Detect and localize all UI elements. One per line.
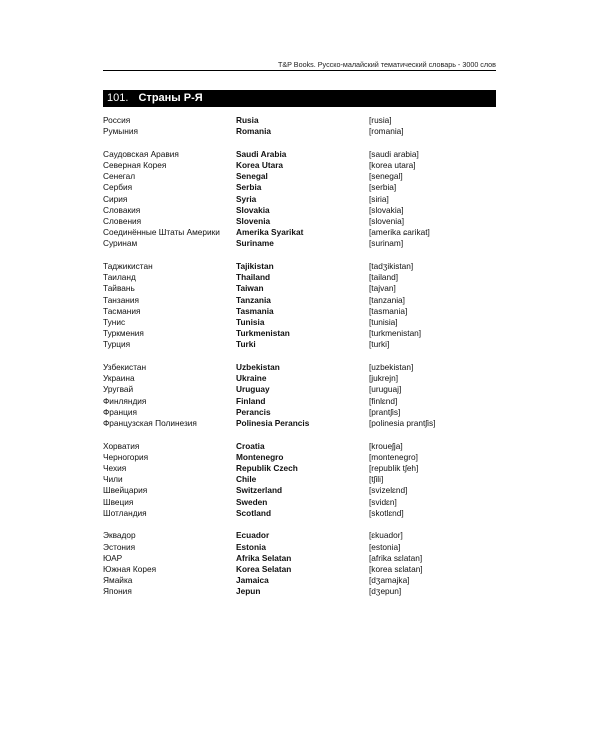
section-title: Страны Р-Я (138, 92, 203, 104)
malay-term: Sweden (236, 496, 268, 507)
transcription: [jukrejn] (369, 373, 399, 384)
transcription: [senegal] (369, 171, 403, 182)
word-group (103, 261, 496, 351)
malay-term: Uzbekistan (236, 362, 280, 373)
header-rule (103, 70, 496, 71)
word-group (103, 362, 496, 429)
russian-term: Словения (103, 216, 142, 227)
malay-term: Turkmenistan (236, 328, 290, 339)
russian-term: Таджикистан (103, 261, 153, 272)
russian-term: Хорватия (103, 440, 140, 451)
russian-term: Ямайка (103, 575, 133, 586)
russian-term: Чехия (103, 463, 127, 474)
malay-term: Perancis (236, 406, 271, 417)
russian-term: Чили (103, 474, 123, 485)
transcription: [dʒamajka] (369, 575, 410, 586)
russian-term: Румыния (103, 126, 138, 137)
malay-term: Polinesia Perancis (236, 418, 310, 429)
transcription: [skotlɛnd] (369, 507, 404, 518)
transcription: [slovenia] (369, 216, 405, 227)
russian-term: Сирия (103, 193, 128, 204)
malay-term: Scotland (236, 507, 272, 518)
russian-term: Суринам (103, 238, 138, 249)
list-item (103, 463, 496, 474)
malay-term: Jepun (236, 586, 261, 597)
word-group (103, 441, 496, 519)
malay-term: Jamaica (236, 575, 269, 586)
russian-term: Узбекистан (103, 362, 147, 373)
russian-term: Франция (103, 406, 137, 417)
transcription: [turkmenistan] (369, 328, 422, 339)
russian-term: Танзания (103, 294, 140, 305)
russian-term: ЮАР (103, 552, 123, 563)
transcription: [tunisia] (369, 317, 398, 328)
malay-term: Afrika Selatan (236, 552, 292, 563)
malay-term: Syria (236, 193, 257, 204)
transcription: [tadʒikistan] (369, 261, 414, 272)
russian-term: Таиланд (103, 272, 136, 283)
russian-term: Саудовская Аравия (103, 148, 179, 159)
malay-term: Suriname (236, 238, 274, 249)
running-header: T&P Books. Русско-малайский тематический словарь - 3000 слов (277, 60, 496, 69)
transcription: [tanzania] (369, 294, 405, 305)
russian-term: Тасмания (103, 305, 141, 316)
transcription: [kroueʃja] (369, 440, 403, 451)
malay-term: Uruguay (236, 384, 270, 395)
list-item (103, 272, 496, 283)
list-item (103, 564, 496, 575)
transcription: [tasmania] (369, 305, 408, 316)
russian-term: Словакия (103, 204, 141, 215)
transcription: [montenegro] (369, 451, 418, 462)
transcription: [tailand] (369, 272, 399, 283)
list-item (103, 328, 496, 339)
transcription: [afrika sɛlatan] (369, 552, 423, 563)
transcription: [saudi arabia] (369, 148, 419, 159)
list-item (103, 497, 496, 508)
section-number: 101. (107, 92, 129, 104)
russian-term: Эстония (103, 541, 136, 552)
transcription: [svizelɛnd] (369, 485, 408, 496)
list-item (103, 553, 496, 564)
malay-term: Finland (236, 395, 266, 406)
malay-term: Ukraine (236, 373, 267, 384)
list-item (103, 238, 496, 249)
list-item (103, 171, 496, 182)
transcription: [serbia] (369, 182, 397, 193)
transcription: [estonia] (369, 541, 401, 552)
malay-term: Rusia (236, 115, 259, 125)
russian-term: Шотландия (103, 507, 147, 518)
russian-term: Соединённые Штаты Америки (103, 227, 220, 238)
transcription: [dʒepun] (369, 586, 402, 597)
transcription: [surinam] (369, 238, 404, 249)
transcription: [rusia] (369, 115, 392, 125)
list-item (103, 373, 496, 384)
transcription: [tʃili] (369, 474, 384, 485)
malay-term: Senegal (236, 171, 268, 182)
word-group (103, 115, 496, 137)
list-item (103, 261, 496, 272)
list-item (103, 441, 496, 452)
malay-term: Tunisia (236, 317, 265, 328)
list-item (103, 339, 496, 350)
transcription: [slovakia] (369, 204, 404, 215)
russian-term: Туркмения (103, 328, 144, 339)
russian-term: Швейцария (103, 485, 148, 496)
russian-term: Турция (103, 339, 131, 350)
russian-term: Эквадор (103, 530, 136, 541)
malay-term: Korea Selatan (236, 564, 292, 575)
transcription: [tajvan] (369, 283, 396, 294)
transcription: [finlɛnd] (369, 395, 398, 406)
transcription: [amerika ɕarikat] (369, 227, 430, 238)
malay-term: Tasmania (236, 305, 274, 316)
list-item (103, 542, 496, 553)
list-item (103, 182, 496, 193)
transcription: [ɛkuador] (369, 530, 403, 541)
list-item (103, 216, 496, 227)
russian-term: Сербия (103, 182, 133, 193)
list-item (103, 508, 496, 519)
transcription: [romania] (369, 126, 404, 137)
transcription: [uruguaj] (369, 384, 402, 395)
list-item (103, 227, 496, 238)
russian-term: Швеция (103, 496, 134, 507)
malay-term: Thailand (236, 272, 271, 283)
malay-term: Chile (236, 474, 257, 485)
transcription: [svidɛn] (369, 496, 397, 507)
list-item (103, 283, 496, 294)
malay-term: Croatia (236, 440, 265, 451)
malay-term: Estonia (236, 541, 266, 552)
malay-term: Slovenia (236, 216, 271, 227)
list-item (103, 407, 496, 418)
list-item (103, 149, 496, 160)
vocabulary-list (103, 115, 496, 609)
russian-term: Тунис (103, 317, 126, 328)
russian-term: Северная Корея (103, 160, 167, 170)
list-item (103, 126, 496, 137)
malay-term: Montenegro (236, 451, 284, 462)
list-item (103, 396, 496, 407)
transcription: [turki] (369, 339, 390, 350)
list-item (103, 452, 496, 463)
malay-term: Romania (236, 126, 272, 137)
transcription: [republik tʃeh] (369, 463, 419, 474)
list-item (103, 306, 496, 317)
malay-term: Ecuador (236, 530, 270, 541)
russian-term: Россия (103, 115, 131, 125)
transcription: [siria] (369, 193, 389, 204)
russian-term: Французская Полинезия (103, 418, 197, 429)
russian-term: Южная Корея (103, 564, 157, 575)
list-item (103, 474, 496, 485)
word-group (103, 530, 496, 597)
russian-term: Тайвань (103, 283, 135, 294)
russian-term: Черногория (103, 451, 149, 462)
malay-term: Saudi Arabia (236, 148, 287, 159)
transcription: [korea sɛlatan] (369, 564, 423, 575)
malay-term: Switzerland (236, 485, 283, 496)
transcription: [polinesia prantʃis] (369, 418, 436, 429)
list-item (103, 530, 496, 541)
list-item (103, 194, 496, 205)
malay-term: Tanzania (236, 294, 271, 305)
malay-term: Serbia (236, 182, 262, 193)
malay-term: Korea Utara (236, 160, 284, 170)
malay-term: Turki (236, 339, 256, 350)
list-item (103, 384, 496, 395)
malay-term: Slovakia (236, 204, 270, 215)
russian-term: Украина (103, 373, 135, 384)
russian-term: Япония (103, 586, 132, 597)
malay-term: Taiwan (236, 283, 264, 294)
russian-term: Уругвай (103, 384, 134, 395)
list-item (103, 575, 496, 586)
list-item (103, 362, 496, 373)
russian-term: Сенегал (103, 171, 136, 182)
russian-term: Финляндия (103, 395, 147, 406)
transcription: [prantʃis] (369, 406, 401, 417)
list-item (103, 418, 496, 429)
list-item (103, 317, 496, 328)
transcription: [korea utara] (369, 160, 416, 170)
section-heading (103, 90, 496, 107)
malay-term: Tajikistan (236, 261, 274, 272)
transcription: [uzbekistan] (369, 362, 414, 373)
malay-term: Amerika Syarikat (236, 227, 304, 238)
list-item (103, 295, 496, 306)
list-item (103, 485, 496, 496)
list-item (103, 205, 496, 216)
malay-term: Republik Czech (236, 463, 298, 474)
list-item (103, 160, 496, 171)
word-group (103, 149, 496, 250)
list-item (103, 586, 496, 597)
list-item (103, 115, 496, 126)
